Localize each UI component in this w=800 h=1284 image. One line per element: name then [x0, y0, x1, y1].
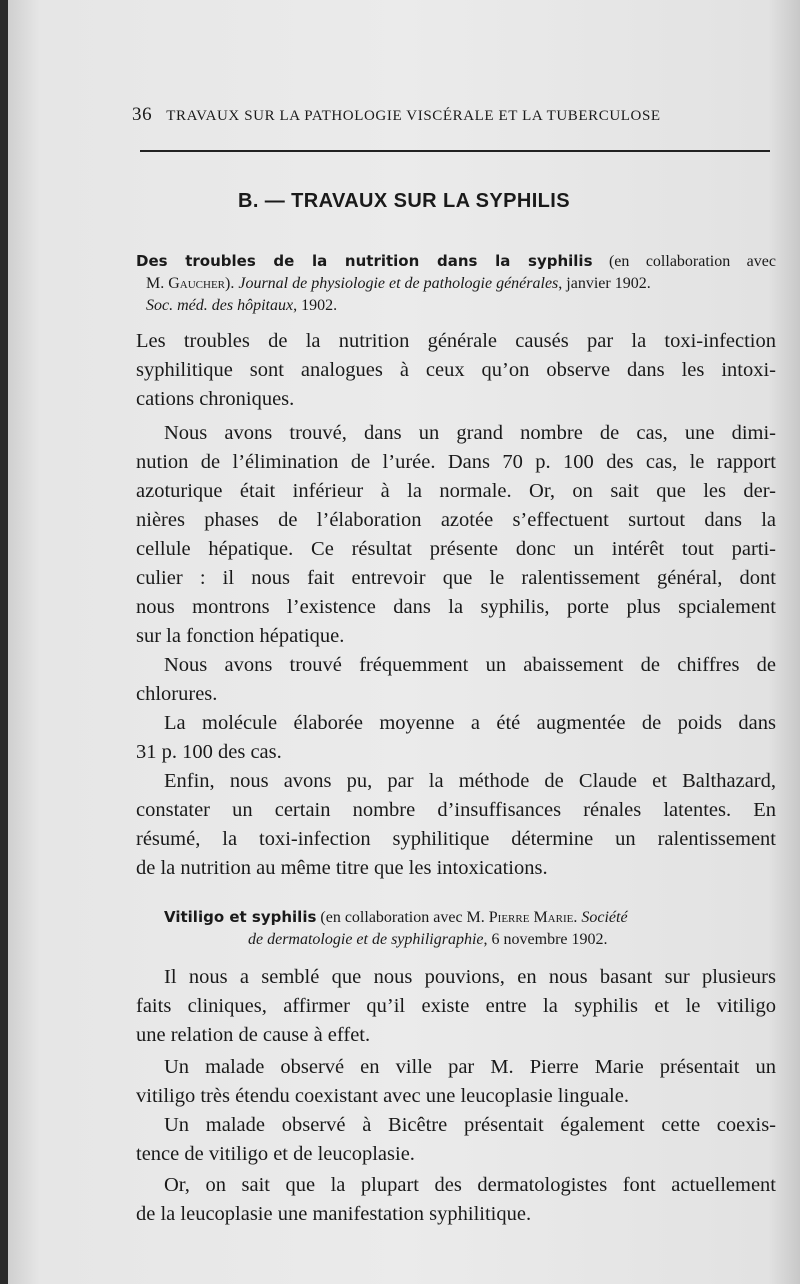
article2-title: Vitiligo et syphilis	[164, 908, 317, 926]
body-line: faits cliniques, affirmer qu’il existe entre la syphilis et le vitiligo	[136, 995, 776, 1017]
section-title: B. — TRAVAUX SUR LA SYPHILIS	[238, 190, 570, 212]
article1-journal: Journal de physiologie et de pathologie générales	[238, 275, 559, 292]
body-line: Nous avons trouvé fréquemment un abaissement de chiffres de	[164, 654, 776, 676]
body-line: cations chroniques.	[136, 388, 295, 410]
body-line: nous montrons l’existence dans la syphilis, porte plus spcialement	[136, 596, 776, 618]
body-line: Enfin, nous avons pu, par la méthode de Claude et Balthazard,	[164, 770, 776, 792]
body-line: Nous avons trouvé, dans un grand nombre de cas, une dimi-	[164, 422, 776, 444]
article1-author: M. Gaucher	[146, 275, 226, 292]
body-line: tence de vitiligo et de leucoplasie.	[136, 1143, 415, 1165]
page-number: 36	[132, 104, 153, 125]
body-line: de la nutrition au même titre que les intoxications.	[136, 857, 548, 879]
article2-journal: de dermatologie et de syphiligraphie	[248, 931, 484, 948]
body-line: 31 p. 100 des cas.	[136, 741, 282, 763]
article1-title: Des troubles de la nutrition dans la syphilis	[136, 252, 593, 270]
header-rule	[140, 150, 770, 152]
body-line: Or, on sait que la plupart des dermatologistes font actuellement	[164, 1174, 776, 1196]
body-line: Les troubles de la nutrition générale causés par la toxi-infection	[136, 330, 776, 352]
body-line: vitiligo très étendu coexistant avec une leucoplasie linguale.	[136, 1085, 629, 1107]
body-line: chlorures.	[136, 683, 218, 705]
running-title: TRAVAUX SUR LA PATHOLOGIE VISCÉRALE ET LA TUBERCULOSE	[166, 108, 661, 124]
body-line: de la leucoplasie une manifestation syphilitique.	[136, 1203, 532, 1225]
body-line: syphilitique sont analogues à ceux qu’on observe dans les intoxi-	[136, 359, 776, 381]
body-line: résumé, la toxi-infection syphilitique détermine un ralentissement	[136, 828, 776, 850]
body-line: Un malade observé à Bicêtre présentait également cette coexis-	[164, 1114, 776, 1136]
body-line: cellule hépatique. Ce résultat présente donc un intérêt tout parti-	[136, 538, 776, 560]
body-line: La molécule élaborée moyenne a été augmentée de poids dans	[164, 712, 776, 734]
article2-reference: Vitiligo et syphilis (en collaboration avec M. Pierre Marie. Société de dermatologie et de syphiligraphie, 6 novembre 1902.	[164, 908, 628, 948]
body-line: constater un certain nombre d’insuffisances rénales latentes. En	[136, 799, 776, 821]
article1-reference: Des troubles de la nutrition dans la syphilis (en collaboration avec M. Gaucher). Journal de physiologie et de pathologie générales, janvier 1902. Soc. méd. des hôpitaux, 1902.	[136, 252, 776, 314]
body-line: culier : il nous fait entrevoir que le ralentissement général, dont	[136, 567, 776, 589]
running-header	[132, 104, 772, 126]
body-line: sur la fonction hépatique.	[136, 625, 345, 647]
body-line: Un malade observé en ville par M. Pierre Marie présentait un	[164, 1056, 776, 1078]
body-line: nution de l’élimination de l’urée. Dans 70 p. 100 des cas, le rapport	[136, 451, 776, 473]
body-line: azoturique était inférieur à la normale. Or, on sait que les der-	[136, 480, 776, 502]
body-line: Il nous a semblé que nous pouvions, en nous basant sur plusieurs	[164, 966, 776, 988]
body-line: une relation de cause à effet.	[136, 1024, 371, 1046]
document-page	[8, 0, 800, 1284]
article2-author: Pierre Marie	[488, 909, 574, 926]
body-line: nières phases de l’élaboration azotée s’effectuent surtout dans la	[136, 509, 776, 531]
